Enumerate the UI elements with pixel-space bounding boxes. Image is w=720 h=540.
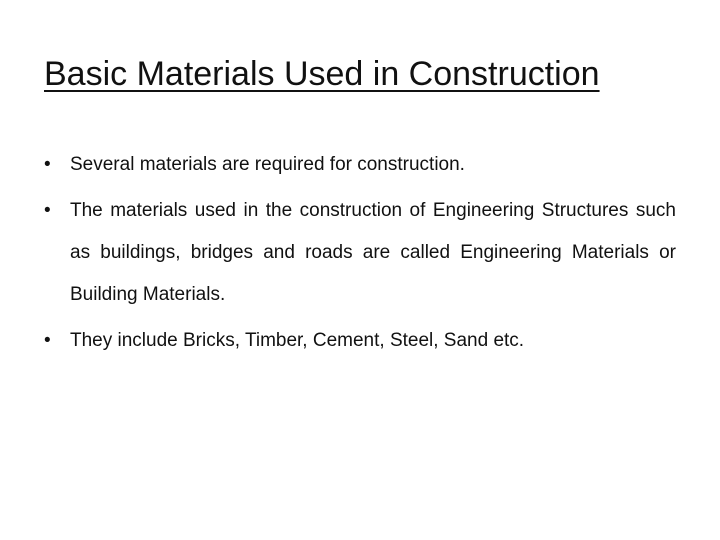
bullet-text: Several materials are required for construction. [70, 154, 465, 175]
bullet-item [44, 144, 676, 186]
bullet-list [44, 144, 676, 366]
bullet-icon: • [44, 154, 51, 175]
bullet-text: They include Bricks, Timber, Cement, Steel, Sand etc. [70, 330, 525, 351]
bullet-item [44, 190, 676, 316]
bullet-text: The materials used in the construction of Engineering Structures such as buildings, bridges and roads are called Engineering Materials or Building Materials. [70, 200, 676, 305]
bullet-icon: • [44, 330, 51, 351]
bullet-item [44, 320, 676, 362]
bullet-icon: • [44, 200, 51, 221]
slide-title: Basic Materials Used in Construction [44, 55, 600, 93]
